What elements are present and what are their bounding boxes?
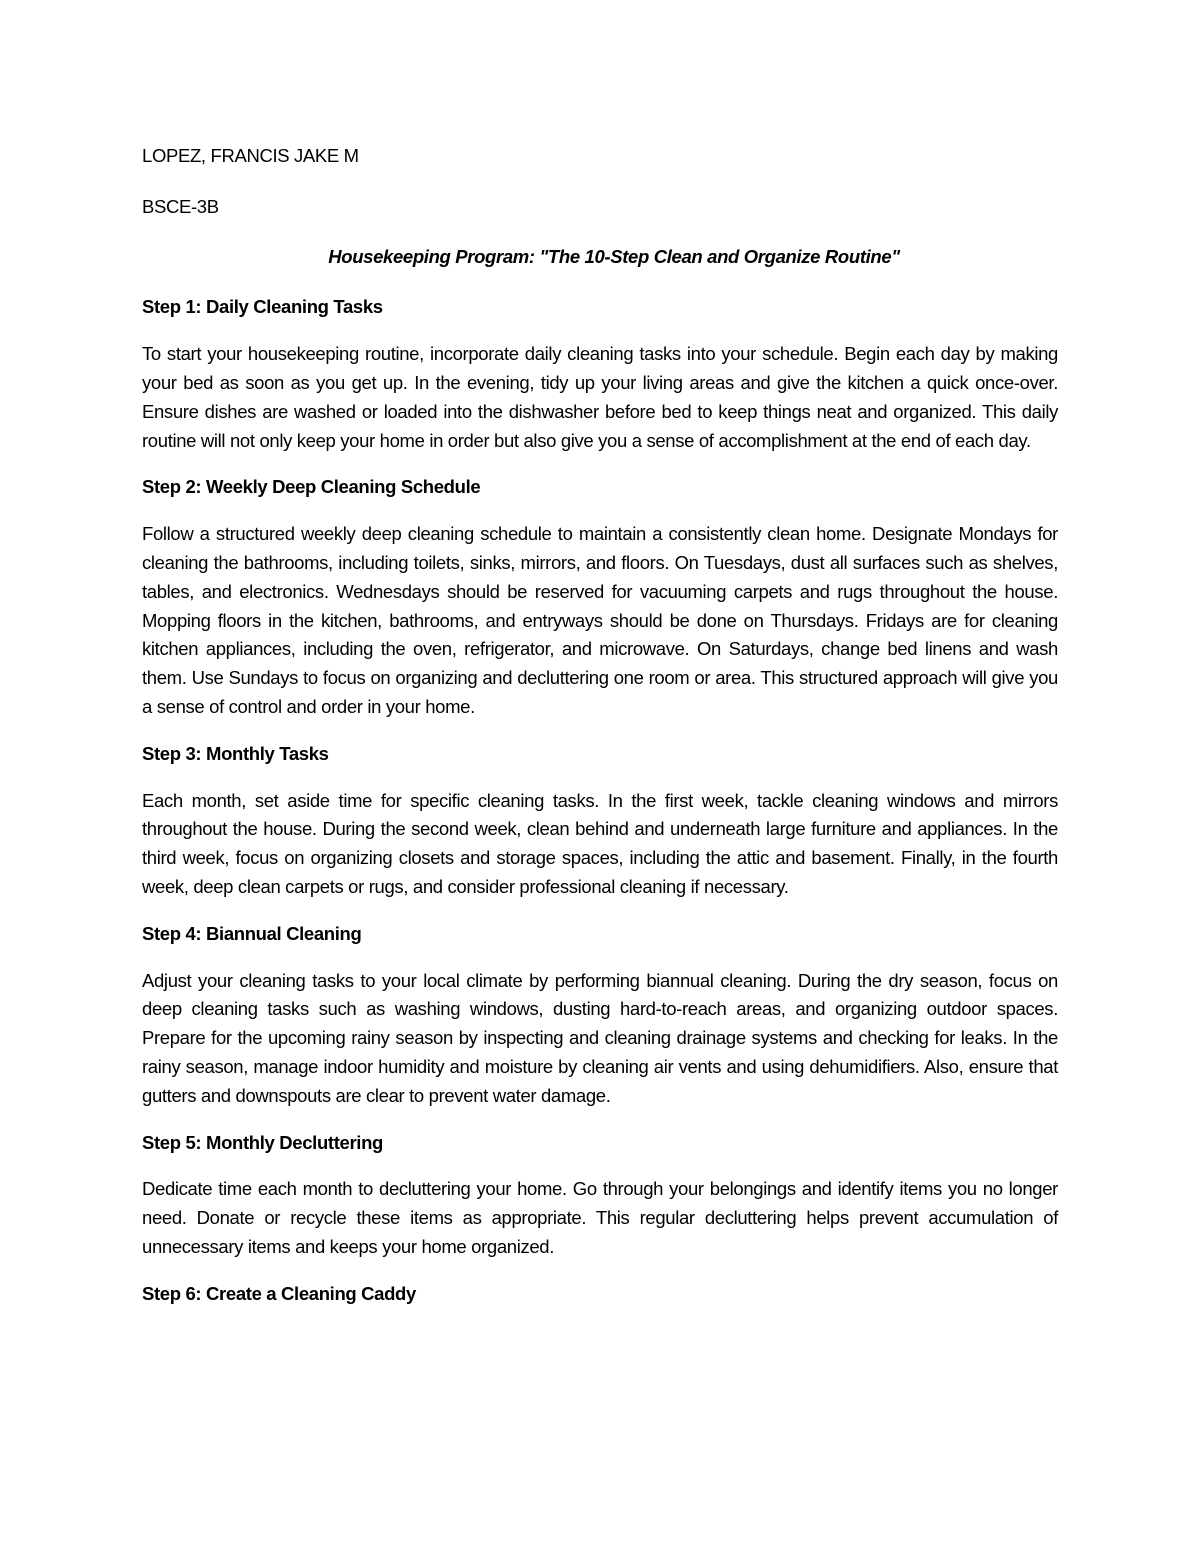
step-5-body: Dedicate time each month to decluttering your home. Go through your belongings and identify items you no longer need. Donate or recycle these items as appropriate. This regular decluttering helps prevent accumulation of unnecessary items and keeps your home organized. [142, 1178, 1058, 1257]
step-4-body: Adjust your cleaning tasks to your local climate by performing biannual cleaning. During the dry season, focus on deep cleaning tasks such as washing windows, dusting hard-to-reach areas, and organizing outdoor spaces. Prepare for the upcoming rainy season by inspecting and cleaning drainage systems and checking for leaks. In the rainy season, manage indoor humidity and moisture by cleaning air vents and using dehumidifiers. Also, ensure that gutters and downspouts are clear to prevent water damage. [142, 969, 1058, 1106]
step-1-body: To start your housekeeping routine, incorporate daily cleaning tasks into your schedule. Begin each day by making your bed as soon as you get up. In the evening, tidy up your living areas and give the kitchen a quick once-over. Ensure dishes are washed or loaded into the dishwasher before bed to keep things neat and organized. This daily routine will not only keep your home in order but also give you a sense of accomplishment at the end of each day. [142, 343, 1058, 451]
step-1-heading: Step 1: Daily Cleaning Tasks [142, 296, 383, 318]
step-4-heading: Step 4: Biannual Cleaning [142, 922, 362, 944]
document-page [142, 142, 1058, 1327]
step-3-body: Each month, set aside time for specific cleaning tasks. In the first week, tackle cleaning windows and mirrors throughout the house. During the second week, clean behind and underneath large furniture and appliances. In the third week, focus on organizing closets and storage spaces, including the attic and basement. Finally, in the fourth week, deep clean carpets or rugs, and consider professional cleaning if necessary. [142, 789, 1058, 897]
author-name: LOPEZ, FRANCIS JAKE M [142, 145, 359, 166]
step-2-body: Follow a structured weekly deep cleaning schedule to maintain a consistently clean home. Designate Mondays for cleaning the bathrooms, including toilets, sinks, mirrors, and floors. On Tuesdays, dust all surfaces such as shelves, tables, and electronics. Wednesdays should be reserved for vacuuming carpets and rugs throughout the house. Mopping floors in the kitchen, bathrooms, and entryways should be done on Thursdays. Fridays are for cleaning kitchen appliances, including the oven, refrigerator, and microwave. On Saturdays, change bed linens and wash them. Use Sundays to focus on organizing and decluttering one room or area. This structured approach will give you a sense of control and order in your home. [142, 523, 1058, 717]
step-5-heading: Step 5: Monthly Decluttering [142, 1131, 383, 1153]
class-section: BSCE-3B [142, 195, 219, 217]
step-6-heading: Step 6: Create a Cleaning Caddy [142, 1282, 416, 1304]
step-3-heading: Step 3: Monthly Tasks [142, 742, 329, 764]
step-2-heading: Step 2: Weekly Deep Cleaning Schedule [142, 476, 481, 498]
document-title: Housekeeping Program: "The 10-Step Clean and Organize Routine" [328, 245, 900, 267]
